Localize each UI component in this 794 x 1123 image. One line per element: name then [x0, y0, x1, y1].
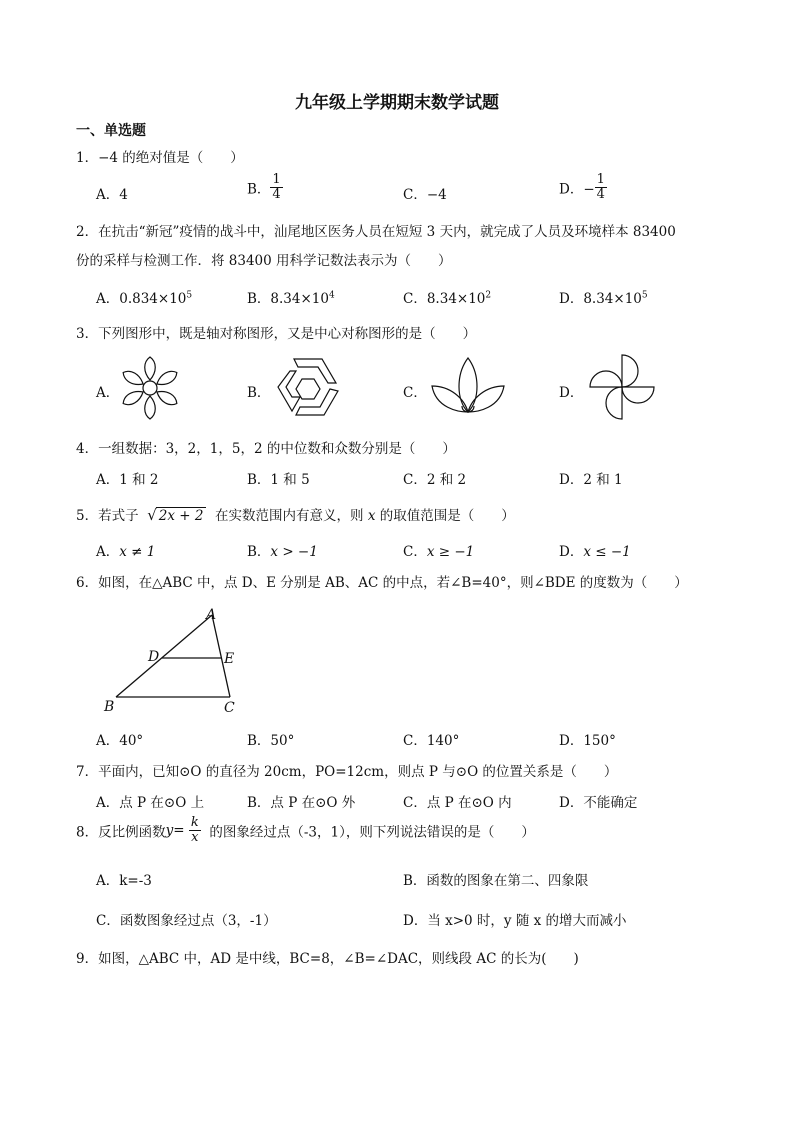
q5-option-c: C．x ≥ −1 — [403, 544, 475, 560]
triangle-figure — [100, 605, 250, 717]
q5-option-d: D．x ≤ −1 — [559, 544, 631, 560]
q6-option-b: B．50° — [247, 733, 295, 749]
question-9-stem: 9．如图，△ABC 中，AD 是中线，BC=8，∠B=∠DAC，则线段 AC 的长为( ) — [76, 951, 579, 967]
q1-option-b: B． $\frac{1}{4}$ — [247, 172, 281, 202]
flower-figure — [120, 355, 180, 421]
q4-option-a: A．1 和 2 — [96, 472, 159, 488]
q8-option-b: B．函数的图象在第二、四象限 — [403, 873, 589, 889]
question-3-stem: 3．下列图形中，既是轴对称图形，又是中心对称图形的是（ ） — [76, 326, 477, 342]
q6-option-c: C．140° — [403, 733, 460, 749]
question-2-line2: 份的采样与检测工作．将 83400 用科学记数法表示为（ ） — [76, 253, 452, 269]
q1-option-d: D．− $\frac{1}{4}$ — [559, 172, 605, 202]
q3-option-c-label: C． — [403, 385, 427, 401]
question-8-stem: 8．反比例函数y= $\frac{k}{x}$ 的图象经过点（-3，1），则下列说法错误的是（ ） — [76, 815, 535, 845]
vertex-label-c: C — [224, 700, 235, 716]
q3-option-a-label: A． — [96, 385, 120, 401]
q6-option-d: D．150° — [559, 733, 616, 749]
vertex-label-d: D — [148, 649, 160, 665]
vertex-label-b: B — [104, 699, 115, 715]
question-1-stem: 1．−4 的绝对值是（ ） — [76, 150, 244, 166]
q6-option-a: A．40° — [96, 733, 144, 749]
q7-option-c: C．点 P 在⊙O 内 — [403, 795, 512, 811]
section-heading: 一、单选题 — [76, 123, 146, 139]
question-5-stem: 5．若式子 √ 2x + 2 在实数范围内有意义，则 x 的取值范围是（ ） — [76, 506, 515, 524]
vertex-label-e: E — [224, 651, 235, 667]
lotus-figure — [428, 356, 508, 418]
recycle-figure — [274, 357, 342, 417]
q1-option-a: A．4 — [96, 187, 128, 203]
pinwheel-figure — [586, 354, 658, 420]
q4-option-b: B．1 和 5 — [247, 472, 310, 488]
q1-option-c: C．−4 — [403, 187, 447, 203]
question-4-stem: 4．一组数据：3，2，1，5，2 的中位数和众数分别是（ ） — [76, 441, 456, 457]
page-title: 九年级上学期期末数学试题 — [295, 93, 499, 113]
question-7-stem: 7．平面内，已知⊙O 的直径为 20cm，PO=12cm，则点 P 与⊙O 的位置关系是（ ） — [76, 764, 618, 780]
q3-option-d-label: D． — [559, 385, 584, 401]
q8-option-d: D．当 x>0 时，y 随 x 的增大而减小 — [403, 913, 627, 929]
q2-option-c: C．$8.34\times 10^2$ — [403, 290, 492, 307]
question-2-line1: 2．在抗击“新冠”疫情的战斗中，汕尾地区医务人员在短短 3 天内，就完成了人员及环境样本 83400 — [76, 224, 676, 240]
q7-option-a: A．点 P 在⊙O 上 — [96, 795, 205, 811]
q2-option-a: A．$0.834\times 10^5$ — [96, 290, 193, 307]
q7-option-d: D．不能确定 — [559, 795, 638, 811]
q3-option-b-label: B． — [247, 385, 271, 401]
q4-option-c: C．2 和 2 — [403, 472, 467, 488]
q2-option-b: B．$8.34\times 10^4$ — [247, 290, 335, 307]
q5-option-b: B．x > −1 — [247, 544, 318, 560]
q8-option-a: A．k=-3 — [96, 873, 152, 889]
vertex-label-a: A — [206, 607, 217, 623]
question-6-stem: 6．如图，在△ABC 中，点 D、E 分别是 AB、AC 的中点，若∠B=40°，则∠BDE 的度数为（ ） — [76, 575, 688, 591]
q5-option-a: A．x ≠ 1 — [96, 544, 156, 560]
q8-option-c: C．函数图象经过点（3，-1） — [96, 913, 277, 929]
q7-option-b: B．点 P 在⊙O 外 — [247, 795, 356, 811]
q2-option-d: D．$8.34\times 10^5$ — [559, 290, 648, 307]
q4-option-d: D．2 和 1 — [559, 472, 623, 488]
